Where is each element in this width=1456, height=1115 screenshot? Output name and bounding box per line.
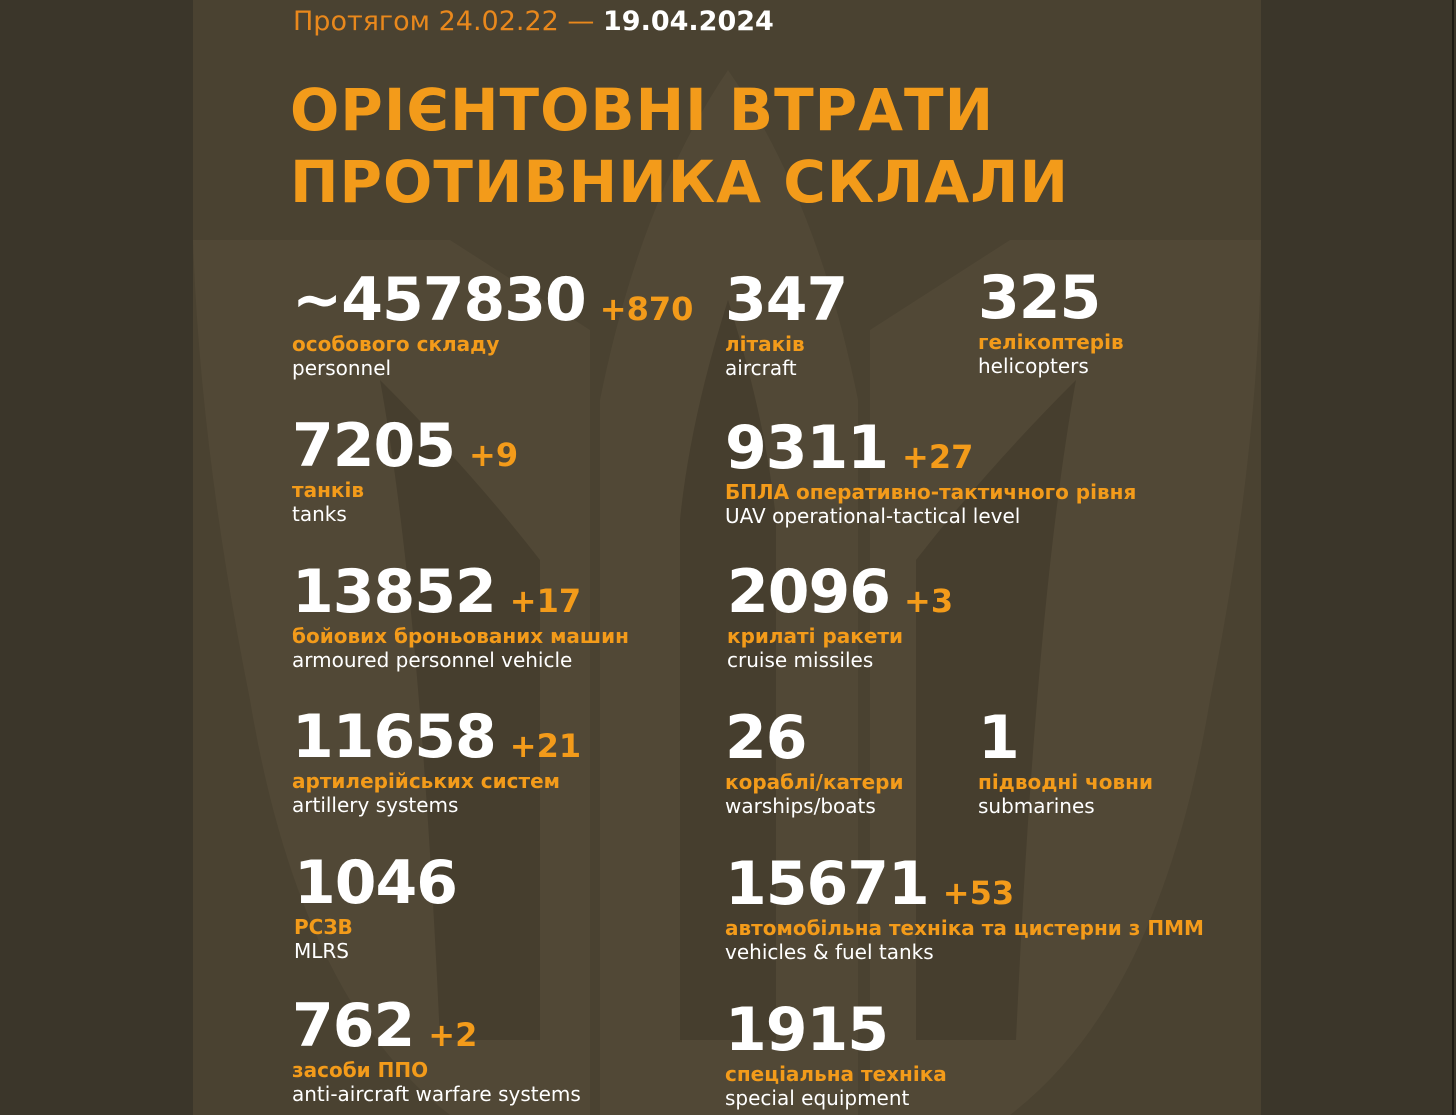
stat-delta: +870: [599, 290, 694, 328]
stat-label-ua: артилерійських систем: [292, 769, 560, 793]
title-line-1: ОРІЄНТОВНІ ВТРАТИ: [290, 76, 995, 144]
period-range: [293, 6, 774, 37]
stat-special-equipment: [725, 995, 947, 1110]
stat-label-ua: кораблі/катери: [725, 770, 904, 794]
stat-value: 7205: [292, 411, 455, 481]
period-end-date: 19.04.2024: [603, 6, 774, 37]
stat-helicopters: [978, 263, 1124, 378]
stat-value: 2096: [727, 557, 890, 627]
stat-value: 1915: [725, 995, 888, 1065]
stat-label-en: vehicles & fuel tanks: [725, 940, 934, 964]
stat-value: 347: [725, 265, 848, 335]
stat-label-ua: крилаті ракети: [727, 624, 904, 648]
period-start: Протягом 24.02.22 —: [293, 6, 595, 37]
stat-value: 11658: [292, 702, 496, 772]
stat-label-ua: бойових броньованих машин: [292, 624, 629, 648]
stat-personnel: [292, 265, 694, 380]
stat-delta: +3: [904, 582, 954, 620]
stat-artillery: [292, 702, 582, 817]
stat-value: ~457830: [292, 265, 586, 335]
stat-label-en: warships/boats: [725, 794, 876, 818]
stat-label-en: MLRS: [294, 939, 349, 963]
stat-delta: +27: [902, 438, 974, 476]
stat-label-en: armoured personnel vehicle: [292, 648, 573, 672]
stat-air-defense: [292, 991, 581, 1106]
stat-label-ua: танків: [292, 478, 364, 502]
stat-warships: [725, 703, 904, 818]
stat-label-ua: літаків: [725, 332, 805, 356]
stat-label-ua: БПЛА оперативно-тактичного рівня: [725, 480, 1137, 504]
stat-delta: +21: [509, 727, 582, 765]
stat-label-ua: підводні човни: [978, 770, 1153, 794]
stat-label-ua: особового складу: [292, 332, 500, 356]
right-edge-line: [1452, 0, 1454, 1115]
stat-value: 762: [292, 991, 415, 1061]
stat-value: 13852: [292, 557, 496, 627]
stat-label-en: artillery systems: [292, 793, 459, 817]
title-line-2: ПРОТИВНИКА СКЛАЛИ: [290, 148, 1069, 216]
page-title: [290, 74, 1069, 218]
stat-label-en: cruise missiles: [727, 648, 874, 672]
stat-delta: +53: [942, 874, 1015, 912]
stat-vehicles: [725, 849, 1204, 964]
stat-label-en: personnel: [292, 356, 392, 380]
stat-label-en: submarines: [978, 794, 1095, 818]
stat-value: 15671: [725, 849, 929, 919]
stat-delta: +9: [469, 436, 519, 474]
stat-aircraft: [725, 265, 848, 380]
stat-label-en: tanks: [292, 502, 347, 526]
stat-label-en: aircraft: [725, 356, 797, 380]
stat-value: 9311: [725, 413, 888, 483]
stat-delta: +17: [509, 582, 582, 620]
stat-label-en: UAV operational-tactical level: [725, 504, 1021, 528]
stat-label-en: helicopters: [978, 354, 1089, 378]
stat-uav: [725, 413, 1137, 528]
stat-label-ua: РСЗВ: [294, 915, 353, 939]
stat-armoured-vehicles: [292, 557, 629, 672]
stat-label-ua: засоби ППО: [292, 1058, 429, 1082]
stat-value: 325: [978, 263, 1101, 333]
stat-mlrs: [294, 848, 457, 963]
stat-label-en: special equipment: [725, 1086, 910, 1110]
stat-submarines: [978, 703, 1153, 818]
stat-tanks: [292, 411, 519, 526]
stat-label-ua: гелікоптерів: [978, 330, 1124, 354]
stat-value: 1046: [294, 848, 457, 918]
stat-value: 1: [978, 703, 1019, 773]
stat-cruise-missiles: [727, 557, 954, 672]
stat-label-ua: автомобільна техніка та цистерни з ПММ: [725, 916, 1204, 940]
stat-delta: +2: [428, 1016, 478, 1054]
stat-label-ua: спеціальна техніка: [725, 1062, 947, 1086]
stat-label-en: anti-aircraft warfare systems: [292, 1082, 581, 1106]
stat-value: 26: [725, 703, 807, 773]
